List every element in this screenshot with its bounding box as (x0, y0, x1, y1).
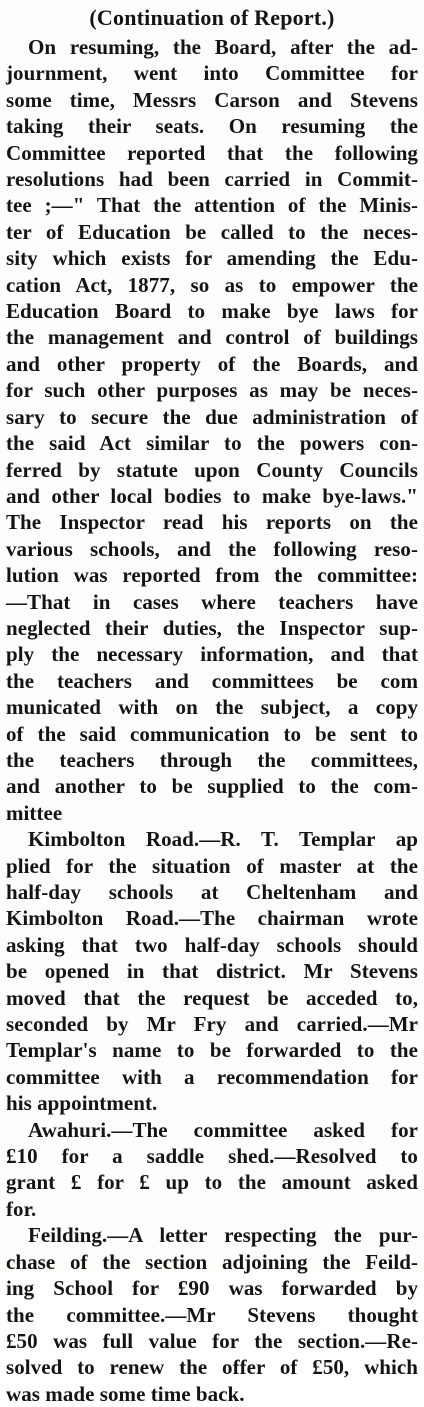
text-line: the committee.—Mr Stevens thought (6, 1302, 418, 1327)
text-line: The Inspector read his reports on the (6, 510, 418, 535)
text-line: his appointment. (6, 1091, 158, 1116)
text-line: plied for the situation of master at the (6, 853, 418, 878)
text-line: ing School for £90 was forwarded by (6, 1276, 418, 1301)
text-line: the said Act similar to the powers con- (6, 431, 418, 456)
text-line: municated with on the subject, a copy (6, 695, 418, 720)
text-line: £50 was full value for the section.—Re- (6, 1328, 418, 1353)
paragraph (6, 826, 418, 1116)
text-line: some time, Messrs Carson and Stevens (6, 87, 418, 112)
text-line: and another to be supplied to the com- (6, 774, 418, 799)
text-line: the management and control of buildings (6, 325, 418, 350)
paragraph (6, 1222, 418, 1407)
text-line: the teachers and committees be com (6, 668, 418, 693)
text-line: be opened in that district. Mr Stevens (6, 959, 418, 984)
text-line: —That in cases where teachers have (6, 589, 418, 614)
text-line: Awahuri.—The committee asked for (28, 1117, 418, 1142)
text-line: ferred by statute upon County Councils (6, 457, 418, 482)
text-line: ter of Education be called to the neces- (6, 219, 418, 244)
text-line: solved to renew the offer of £50, which (6, 1355, 418, 1380)
text-line: moved that the request be acceded to, (6, 985, 418, 1010)
text-line: various schools, and the following reso- (6, 536, 418, 561)
text-line: ply the necessary information, and that (6, 642, 418, 667)
text-line: seconded by Mr Fry and carried.—Mr (6, 1012, 418, 1037)
paragraph (6, 1117, 418, 1223)
text-line: half-day schools at Cheltenham and (6, 880, 418, 904)
text-line: resolutions had been carried in Commit- (6, 167, 418, 192)
text-line: committee with a recommendation for (6, 1064, 418, 1089)
text-line: neglected their duties, the Inspector sup- (6, 615, 418, 640)
text-line: sity which exists for amending the Edu- (6, 246, 418, 271)
text-line: for such other purposes as may be neces- (6, 378, 418, 403)
text-line: Kimbolton Road.—The chairman wrote (6, 906, 418, 931)
text-line: sary to secure the due administration of (6, 404, 418, 429)
text-line: Kimbolton Road.—R. T. Templar ap (28, 827, 418, 852)
text-line: Feilding.—A letter respecting the pur- (28, 1223, 418, 1248)
text-line: and other property of the Boards, and (6, 351, 418, 376)
text-line: £10 for a saddle shed.—Resolved to (6, 1144, 418, 1169)
text-line: the teachers through the committees, (6, 747, 418, 772)
text-line: grant £ for £ up to the amount asked (6, 1170, 418, 1195)
text-line: of the said communication to be sent to (6, 721, 418, 746)
text-line: Committee reported that the following (6, 140, 418, 165)
paragraph (6, 34, 418, 826)
text-line: On resuming, the Board, after the ad- (28, 35, 418, 59)
text-line: asking that two half-day schools should (6, 932, 418, 957)
text-line: mittee (6, 800, 63, 825)
report-heading: (Continuation of Report.) (89, 5, 335, 30)
text-line: Templar's name to be forwarded to the (6, 1038, 418, 1063)
text-line: tee ;—" That the attention of the Minis- (6, 193, 418, 218)
report-column (6, 4, 418, 1407)
text-line: taking their seats. On resuming the (6, 114, 418, 139)
text-line: cation Act, 1877, so as to empower the (6, 272, 418, 297)
text-line: journment, went into Committee for (6, 61, 418, 86)
text-line: Education Board to make bye laws for (6, 299, 418, 324)
text-line: and other local bodies to make bye-laws." (6, 483, 418, 508)
text-line: for. (6, 1196, 37, 1221)
text-line: lution was reported from the committee: (6, 563, 418, 588)
text-line: chase of the section adjoining the Feild- (6, 1249, 418, 1274)
report-body (6, 34, 418, 1407)
text-line: was made some time back. (6, 1381, 245, 1406)
